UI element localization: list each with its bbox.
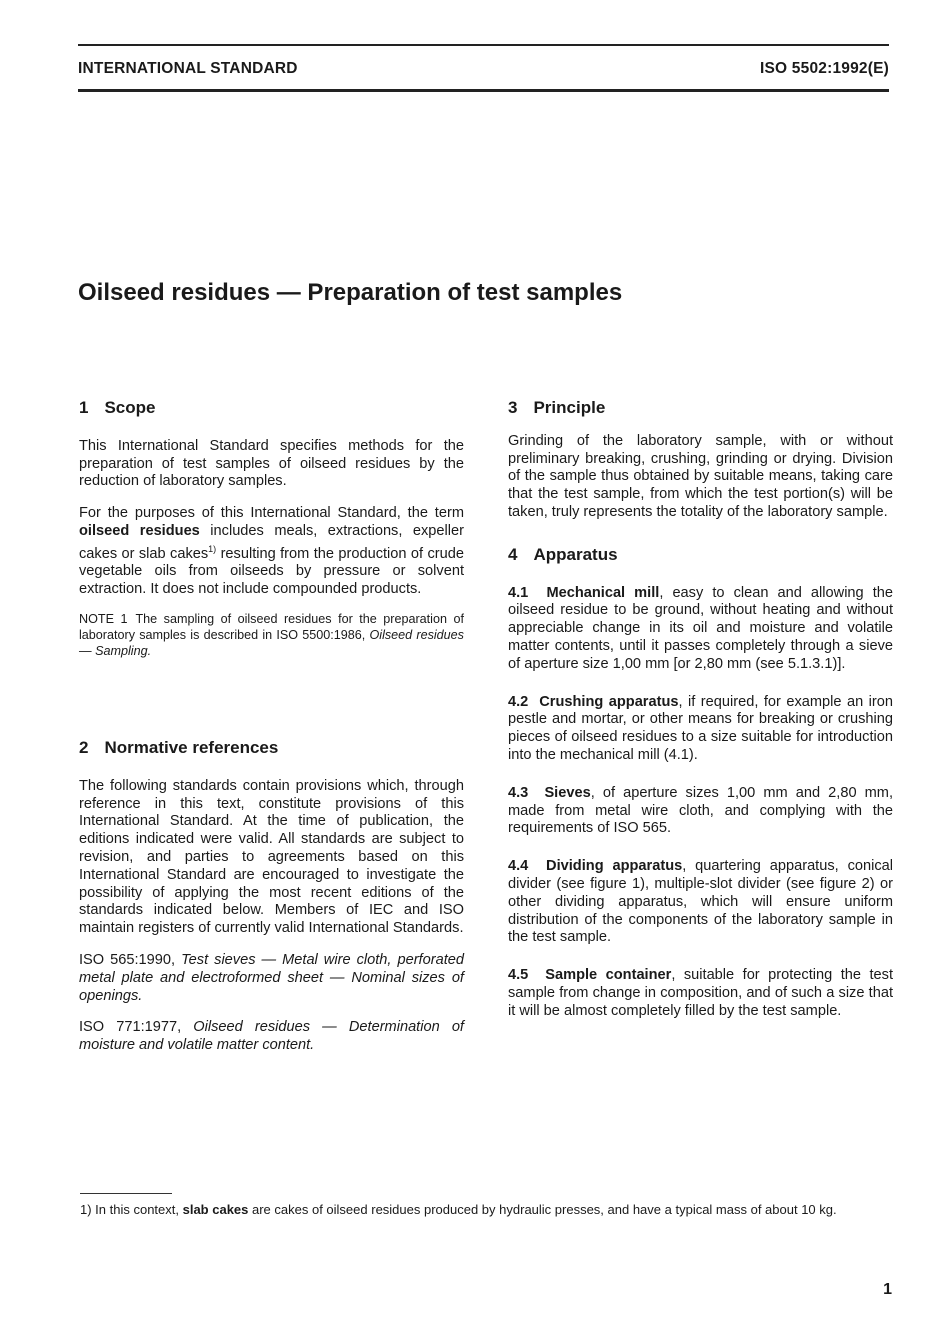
- principle-para: Grinding of the laboratory sample, with or without preliminary breaking, crushing, grinding or drying. Division of the sample thus obtained by suitable means, taking care that the test sample, from which the test portion(s) will be taken, truly represents the totality of the laboratory sample.: [508, 432, 893, 520]
- apparatus-item-4-4: 4.4 Dividing apparatus, quartering apparatus, conical divider (see figure 1), multiple-slot divider (see figure 2) or other dividing apparatus, which will ensure uniform distribution of the components of the laboratory sample in the test sample.: [508, 858, 894, 946]
- note-1: NOTE 1 The sampling of oilseed residues for the preparation of laboratory samples is described in ISO 5500:1986, Oilseed residues — Sampling.: [79, 612, 464, 659]
- normative-para: The following standards contain provisions which, through reference in this text, constitute provisions of this International Standard. At the time of publication, the editions indicated were valid. All standards are subject to revision, and parties to agreements based on this International Standard are encouraged to investigate the possibility of applying the most recent editions of the standards indicated below. Members of IEC and ISO maintain registers of currently valid International Standards.: [79, 777, 464, 937]
- scope-para-2: For the purposes of this International Standard, the term oilseed residues includes meals, extractions, expeller cakes or slab cakes$^{1)}$ resulting from the production of crude vegetable oils from oilseeds by pressure or solvent extraction. It does not include compounded products.: [79, 505, 464, 598]
- footnote-ref: 1): [208, 543, 217, 554]
- reference-iso-565: ISO 565:1990, Test sieves — Metal wire cloth, perforated metal plate and electroformed sheet — Nominal sizes of openings.: [79, 952, 464, 1004]
- section-heading-normative: [79, 739, 464, 757]
- page-title: Oilseed residues — Preparation of test samples: [78, 279, 623, 306]
- note-label: NOTE 1: [79, 612, 128, 627]
- apparatus-list: [508, 585, 893, 1021]
- section-number: 1: [79, 398, 89, 417]
- section-number: 2: [79, 738, 89, 758]
- section-number: 3: [508, 398, 518, 417]
- scope-para-1: This International Standard specifies methods for the preparation of test samples of oilseed residues by the reduction of laboratory samples.: [79, 437, 464, 490]
- reference-iso-771: ISO 771:1977, Oilseed residues — Determination of moisture and volatile matter content.: [79, 1019, 464, 1054]
- footnote-divider: [80, 1193, 172, 1194]
- section-title: Scope: [104, 398, 156, 417]
- header-doc-type: INTERNATIONAL STANDARD: [78, 60, 298, 77]
- header-bottom-rule: [78, 89, 889, 92]
- header-top-rule: [78, 44, 889, 46]
- section-title: Normative references: [104, 738, 279, 758]
- section-title: Apparatus: [533, 544, 618, 564]
- right-column: [508, 399, 893, 1035]
- apparatus-item-4-1: 4.1 Mechanical mill, easy to clean and allowing the oilseed residue to be ground, without heating and without appreciable change in its oil and moisture and volatile matter contents, until it passes completely through a sieve of aperture size 1,00 mm [or 2,80 mm (see 5.1.3.1)].: [508, 584, 894, 672]
- section-title: Principle: [533, 398, 606, 417]
- section-heading-apparatus: [508, 546, 893, 564]
- header-doc-id: ISO 5502:1992(E): [760, 60, 889, 77]
- term-oilseed-residues: oilseed residues: [79, 522, 200, 539]
- footnote: 1) In this context, slab cakes are cakes of oilseed residues produced by hydraulic presses, and have a typical mass of about 10 kg.: [80, 1202, 837, 1217]
- apparatus-item-4-5: 4.5 Sample container, suitable for protecting the test sample from change in composition, and of such a size that it will be almost completely filled by the test sample.: [508, 967, 893, 1019]
- page-number: 1: [883, 1281, 892, 1298]
- apparatus-item-4-3: 4.3 Sieves, of aperture sizes 1,00 mm and 2,80 mm, made from metal wire cloth, and complying with the requirements of ISO 565.: [508, 784, 893, 837]
- footnote-mark: 1): [80, 1202, 92, 1217]
- left-column: [79, 399, 464, 1069]
- section-heading-scope: [79, 399, 464, 417]
- apparatus-item-4-2: 4.2 Crushing apparatus, if required, for example an iron pestle and mortar, or other means for breaking or crushing pieces of oilseed residues to a size suitable for introduction into the mechanical mill (4.1).: [508, 693, 893, 763]
- section-heading-principle: [508, 399, 893, 417]
- section-number: 4: [508, 544, 518, 564]
